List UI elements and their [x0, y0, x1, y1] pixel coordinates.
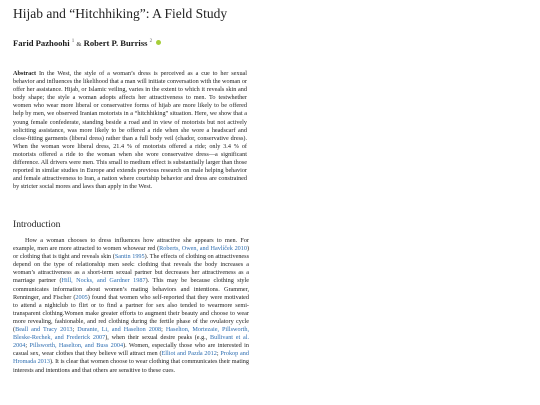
body-text: ). Women, especially those who are interested in casual sex, wear clothes that they believe will attract men ( — [13, 342, 249, 358]
body-text: ). It is clear that women choose to wear clothing that communicates their mating interests and intentions and that others are sensitive to these cues. — [13, 358, 249, 374]
author-name[interactable]: Farid Pazhoohi — [13, 38, 70, 48]
body-text: How a woman chooses to dress influences how attractive she appears to men. For example, men are more attracted to women whowear red ( — [13, 237, 249, 253]
citation-link[interactable]: Beall and Tracy 2013 — [15, 326, 73, 334]
body-text: ) or clothing that is tight and reveals skin ( — [13, 245, 250, 261]
abstract — [13, 70, 247, 191]
abstract-text: In the West, the style of a woman’s dress is perceived as a cue to her sexual behavior and influences the likelihood that a man will initiate conversation with the woman or offer her assistance. Hijab, or Islamic veiling, varies in the extent to which it reveals skin and body shape; the style a woman adopts affects her attractiveness to men. To testwhether women who wear more liberal or conservative forms of hijab are more likely to be offered help by men, we observed Iranian motorists in a “hitchhiking” situation. Here, we show that a young female confederate, standing beside a road and in view of motorists but not actively soliciting assistance, was more likely to be offered a ride when she wore a headscarf and close-fitting garments (liberal dress) rather than a full body veil (chador, conservative dress). When the woman wore liberal dress, 21.4 % of motorists offered a ride; only 3.4 % of motorists offered a ride to the woman when she wore conservative dress—a significant difference. All drivers were men. This small to medium effect is substantially larger than those reported in similar studies in Europe and extends previous research on male helping behavior and female attractiveness to Iran, a nation where courtship behavior and dress are constrained by stricter social mores and laws than apply in the West. — [13, 70, 248, 191]
affiliation-marker: 2 — [149, 39, 153, 45]
abstract-label: Abstract — [13, 70, 37, 77]
citation-link[interactable]: 2005 — [75, 293, 88, 301]
citation-link[interactable]: Roberts, Owen, and Havlíček 2010 — [159, 245, 247, 253]
orcid-icon[interactable] — [156, 40, 161, 45]
body-text: ; — [161, 326, 166, 334]
body-text: ; — [25, 342, 30, 350]
section-heading-introduction: Introduction — [13, 219, 61, 230]
article-title: Hijab and “Hitchhiking”: A Field Study — [13, 6, 228, 21]
body-text: ). This may be because clothing style communicates information about women’s mating behaviors and intentions. Grammer, Renninger, and Fischer ( — [13, 277, 249, 301]
author-name[interactable]: Robert P. Burriss — [83, 38, 148, 48]
affiliation-marker: 1 — [71, 39, 75, 45]
citation-link[interactable]: Prokop and Hromada 2013 — [13, 350, 249, 366]
citation-link[interactable]: Santin 1995 — [114, 253, 145, 261]
author-list — [13, 38, 161, 48]
body-text: ), when their sexual desire peaks (e.g., — [105, 334, 210, 342]
body-text: ). The effects of clothing on attractiveness depend on the type of relationship men seek: clothing that reveals the body increases a woman’s attractiveness as a short-term sexual partner but decreases her attractiveness as a marriage partner ( — [13, 253, 249, 285]
body-text: ; — [72, 326, 78, 334]
citation-link[interactable]: Hill, Nocks, and Gardner 1987 — [61, 277, 146, 285]
introduction-paragraph — [13, 237, 249, 375]
citation-link[interactable]: Durante, Li, and Haselton 2008 — [77, 326, 162, 334]
citation-link[interactable]: Pillsworth, Haselton, and Buss 2004 — [29, 342, 124, 350]
body-text: ) found that women who self-reported that they were motivated to attend a nightclub to flirt or to find a partner for sex also tended to wearmore semi-transparent clothing.Women make greater efforts to augment their beauty and choose to wear more revealing, fashionable, and red clothing during the fertile phase of the ovulatory cycle ( — [13, 293, 249, 334]
author-separator: & — [76, 41, 82, 48]
citation-link[interactable]: Elliot and Pazda 2012 — [161, 350, 217, 358]
citation-link[interactable]: Haselton, Mortezaie, Pillsworth, Bleske-Rechek, and Frederick 2007 — [13, 326, 249, 342]
citation-link[interactable]: Bullivant et al. 2004 — [13, 334, 249, 350]
body-text: ; — [216, 350, 221, 358]
